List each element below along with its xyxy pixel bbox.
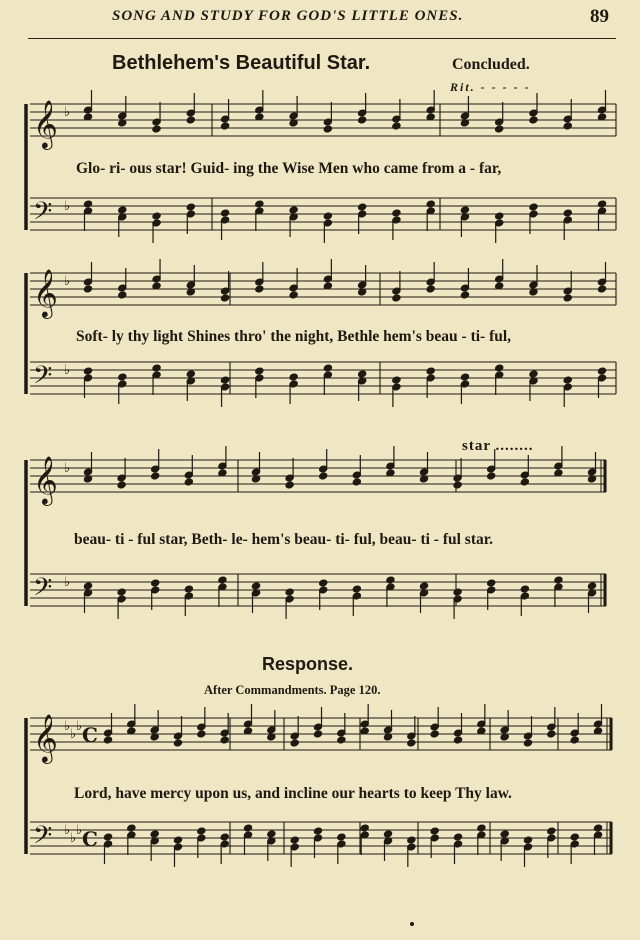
notehead bbox=[337, 736, 346, 744]
notehead bbox=[495, 125, 504, 133]
notehead bbox=[563, 294, 572, 302]
notehead bbox=[323, 364, 332, 372]
notehead bbox=[103, 736, 112, 744]
flat-sign: ♭ bbox=[76, 823, 83, 838]
notehead bbox=[83, 367, 92, 375]
tempo-mark: Rit. - - - - - bbox=[450, 80, 531, 94]
notehead bbox=[407, 836, 416, 844]
notehead bbox=[186, 203, 195, 211]
notehead bbox=[184, 478, 193, 486]
notehead bbox=[554, 576, 563, 584]
notehead bbox=[290, 739, 299, 747]
notehead bbox=[392, 209, 401, 217]
bass-clef: 𝄢 bbox=[33, 821, 53, 856]
lyric-line-1: Glo- ri- ous star! Guid- ing the Wise Men who came from a - far, bbox=[76, 160, 502, 177]
notehead bbox=[313, 730, 322, 738]
notehead bbox=[563, 209, 572, 217]
notehead bbox=[495, 212, 504, 220]
notehead bbox=[352, 478, 361, 486]
notehead bbox=[392, 294, 401, 302]
notehead bbox=[173, 836, 182, 844]
notehead bbox=[255, 200, 264, 208]
notehead bbox=[83, 285, 92, 293]
notehead bbox=[151, 579, 160, 587]
notehead bbox=[337, 833, 346, 841]
notehead bbox=[547, 730, 556, 738]
flat-sign: ♭ bbox=[64, 823, 71, 838]
running-head: SONG AND STUDY FOR GOD'S LITTLE ONES. bbox=[112, 8, 464, 24]
star-continuation: star ........ bbox=[462, 438, 534, 454]
flat-sign: ♭ bbox=[64, 461, 71, 476]
notehead bbox=[430, 827, 439, 835]
flat-sign: ♭ bbox=[64, 575, 71, 590]
flat-sign: ♭ bbox=[64, 719, 71, 734]
notehead bbox=[186, 370, 195, 378]
flat-sign: ♭ bbox=[64, 274, 71, 289]
notehead bbox=[529, 116, 538, 124]
notehead bbox=[173, 739, 182, 747]
response-subtitle: After Commandments. Page 120. bbox=[204, 683, 381, 697]
flat-sign: ♭ bbox=[76, 719, 83, 734]
notehead bbox=[319, 579, 328, 587]
notehead bbox=[243, 824, 252, 832]
notehead bbox=[430, 730, 439, 738]
notehead bbox=[289, 373, 298, 381]
notehead bbox=[290, 836, 299, 844]
response-lyrics: Lord, have mercy upon us, and incline our hearts to keep Thy law. bbox=[74, 785, 512, 802]
notehead bbox=[487, 472, 496, 480]
notehead bbox=[563, 122, 572, 130]
notehead bbox=[255, 285, 264, 293]
notehead bbox=[152, 364, 161, 372]
notehead bbox=[453, 588, 462, 596]
bass-clef: 𝄢 bbox=[33, 573, 53, 608]
notehead bbox=[352, 585, 361, 593]
bass-clef: 𝄢 bbox=[33, 361, 53, 396]
notehead bbox=[570, 736, 579, 744]
notehead bbox=[358, 203, 367, 211]
song-title: Bethlehem's Beautiful Star. bbox=[112, 52, 371, 74]
treble-clef: 𝄞 bbox=[33, 713, 58, 762]
notehead bbox=[251, 582, 260, 590]
notehead bbox=[453, 736, 462, 744]
notehead bbox=[127, 824, 136, 832]
treble-clef: 𝄞 bbox=[33, 268, 58, 317]
notehead bbox=[520, 478, 529, 486]
notehead bbox=[83, 582, 92, 590]
lyric-line-3: beau- ti - ful star, Beth- le- hem's beau- ti- ful, beau- ti - ful star. bbox=[74, 531, 494, 548]
notehead bbox=[221, 294, 230, 302]
notehead bbox=[529, 370, 538, 378]
notehead bbox=[407, 739, 416, 747]
bass-clef: 𝄢 bbox=[33, 197, 53, 232]
notehead bbox=[285, 588, 294, 596]
notehead bbox=[197, 827, 206, 835]
page-number: 89 bbox=[590, 6, 609, 27]
response-title: Response. bbox=[262, 654, 354, 674]
flat-sign: ♭ bbox=[64, 105, 71, 120]
notehead bbox=[118, 291, 127, 299]
notehead bbox=[383, 830, 392, 838]
notehead bbox=[593, 824, 602, 832]
notehead bbox=[523, 739, 532, 747]
flat-sign: ♭ bbox=[64, 199, 71, 214]
notehead bbox=[426, 200, 435, 208]
notehead bbox=[529, 203, 538, 211]
lyric-line-2: Soft- ly thy light Shines thro' the night, Bethle hem's beau - ti- ful, bbox=[76, 328, 512, 345]
notehead bbox=[426, 285, 435, 293]
notehead bbox=[453, 481, 462, 489]
notehead bbox=[118, 206, 127, 214]
notehead bbox=[221, 376, 230, 384]
notehead bbox=[285, 481, 294, 489]
notehead bbox=[267, 830, 276, 838]
notehead bbox=[597, 200, 606, 208]
notehead bbox=[460, 373, 469, 381]
notehead bbox=[360, 824, 369, 832]
notehead bbox=[220, 736, 229, 744]
notehead bbox=[477, 824, 486, 832]
notehead bbox=[152, 212, 161, 220]
notehead bbox=[570, 833, 579, 841]
notehead bbox=[597, 367, 606, 375]
notehead bbox=[117, 481, 126, 489]
notehead bbox=[184, 585, 193, 593]
notehead bbox=[523, 836, 532, 844]
notehead bbox=[547, 827, 556, 835]
time-signature: C bbox=[82, 723, 98, 747]
flat-sign: ♭ bbox=[70, 727, 77, 742]
flat-sign: ♭ bbox=[70, 831, 77, 846]
treble-clef: 𝄞 bbox=[33, 455, 58, 504]
notehead bbox=[460, 291, 469, 299]
notehead bbox=[103, 833, 112, 841]
notehead bbox=[218, 576, 227, 584]
notehead bbox=[358, 370, 367, 378]
notehead bbox=[83, 200, 92, 208]
notehead bbox=[323, 125, 332, 133]
notehead bbox=[118, 373, 127, 381]
notehead bbox=[151, 472, 160, 480]
notehead bbox=[392, 122, 401, 130]
notehead bbox=[289, 206, 298, 214]
notehead bbox=[323, 212, 332, 220]
notehead bbox=[520, 585, 529, 593]
notehead bbox=[587, 582, 596, 590]
notehead bbox=[255, 367, 264, 375]
notehead bbox=[358, 116, 367, 124]
notehead bbox=[220, 833, 229, 841]
notehead bbox=[221, 122, 230, 130]
notehead bbox=[495, 364, 504, 372]
notehead bbox=[392, 376, 401, 384]
treble-clef: 𝄞 bbox=[33, 99, 58, 148]
notehead bbox=[426, 367, 435, 375]
notehead bbox=[117, 588, 126, 596]
notehead bbox=[319, 472, 328, 480]
notehead bbox=[186, 116, 195, 124]
notehead bbox=[386, 576, 395, 584]
notehead bbox=[460, 206, 469, 214]
notehead bbox=[487, 579, 496, 587]
notehead bbox=[221, 209, 230, 217]
song-status: Concluded. bbox=[452, 56, 530, 73]
notehead bbox=[419, 582, 428, 590]
notehead bbox=[563, 376, 572, 384]
notehead bbox=[197, 730, 206, 738]
notehead bbox=[150, 830, 159, 838]
notehead bbox=[453, 833, 462, 841]
flat-sign: ♭ bbox=[64, 363, 71, 378]
notehead bbox=[500, 830, 509, 838]
time-signature: C bbox=[82, 827, 98, 851]
notehead bbox=[597, 285, 606, 293]
notehead bbox=[152, 125, 161, 133]
notehead bbox=[313, 827, 322, 835]
notehead bbox=[289, 291, 298, 299]
footer-mark bbox=[410, 922, 414, 926]
